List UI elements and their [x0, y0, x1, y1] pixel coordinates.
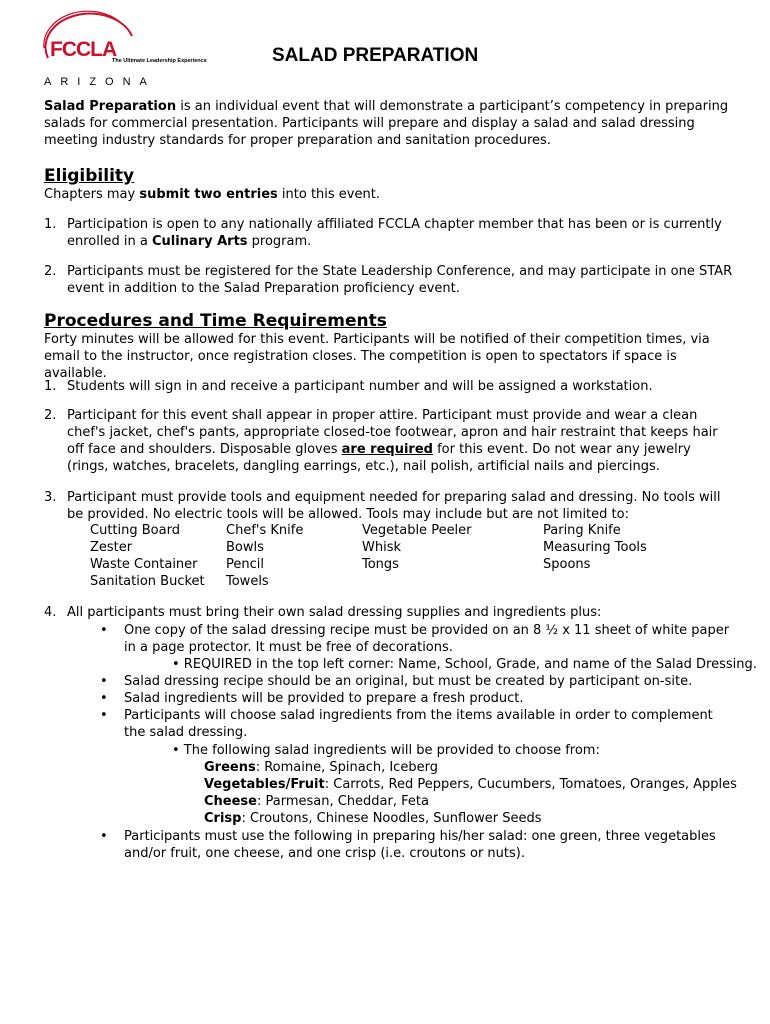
- bullet-icon: •: [100, 708, 108, 723]
- bullet-icon: •: [100, 623, 108, 638]
- tool-item: Cutting Board: [90, 523, 180, 538]
- eligibility-lead-pre: Chapters may: [44, 187, 140, 202]
- bullet-item: [100, 707, 733, 741]
- tool-item: Zester: [90, 540, 133, 555]
- bullet-text: Salad ingredients will be provided to prepare a fresh product.: [124, 691, 524, 706]
- item-text: Participation is open to any nationally affiliated FCCLA chapter member that has been or is currently enrolled in a: [67, 217, 722, 249]
- intro-paragraph: [44, 98, 734, 149]
- procedures-item-4: [44, 604, 734, 621]
- eligibility-lead: [44, 186, 734, 203]
- item-emphasis: are required: [341, 442, 433, 457]
- document-title: SALAD PREPARATION: [272, 45, 479, 66]
- ingredient-value: : Parmesan, Cheddar, Feta: [256, 794, 429, 809]
- item-number: 1.: [44, 379, 57, 394]
- logo-wordmark: FCCLA: [50, 38, 117, 61]
- bullet-text: Salad dressing recipe should be an original, but must be created by participant on-site.: [124, 674, 693, 689]
- tool-item: Tongs: [362, 557, 399, 572]
- bullet-icon: •: [100, 829, 108, 844]
- tool-item: Paring Knife: [543, 523, 621, 538]
- tool-item: Towels: [226, 574, 269, 589]
- tool-item: Measuring Tools: [543, 540, 647, 555]
- ingredient-label: Crisp: [204, 811, 242, 826]
- eligibility-item-1: [44, 216, 734, 250]
- bullet-text: Participants will choose salad ingredients from the items available in order to complement the salad dressing.: [124, 708, 713, 740]
- tool-item: Vegetable Peeler: [362, 523, 472, 538]
- tool-item: Chef's Knife: [226, 523, 304, 538]
- tool-item: Whisk: [362, 540, 402, 555]
- item-text: Participants must be registered for the State Leadership Conference, and may participate in one STAR event in addition to the Salad Preparation proficiency event.: [67, 264, 733, 296]
- procedures-item-2: [44, 407, 734, 475]
- ingredient-vegetables: [204, 776, 737, 793]
- ingredient-value: : Carrots, Red Peppers, Cucumbers, Tomatoes, Oranges, Apples: [324, 777, 737, 792]
- ingredient-crisp: [204, 810, 541, 827]
- bullet-text: Participants must use the following in preparing his/her salad: one green, three vegetables and/or fruit, one cheese, and one crisp (i.e. croutons or nuts).: [124, 829, 716, 861]
- ingredient-label: Cheese: [204, 794, 257, 809]
- eligibility-item-2: [44, 263, 734, 297]
- item-number: 2.: [44, 408, 57, 423]
- item-text: All participants must bring their own salad dressing supplies and ingredients plus:: [67, 605, 602, 620]
- ingredient-cheese: [204, 793, 429, 810]
- ingredient-label: Vegetables/Fruit: [204, 777, 325, 792]
- svg-text:The Ultimate Leadership Experi: [112, 58, 207, 64]
- tool-item: Spoons: [543, 557, 591, 572]
- eligibility-lead-post: into this event.: [277, 187, 380, 202]
- procedures-item-1: [44, 378, 734, 395]
- ingredient-label: Greens: [204, 760, 256, 775]
- logo-state: ARIZONA: [44, 76, 156, 88]
- ingredient-value: : Romaine, Spinach, Iceberg: [255, 760, 438, 775]
- bullet-item: [100, 828, 733, 862]
- logo-tagline: The Ultimate Leadership Experience: [112, 58, 207, 64]
- intro-text: is an individual event that will demonstrate a participant’s competency in preparing salads for commercial presentation. Participants will prepare and display a salad and salad dressing meeting industry standards for proper preparation and sanitation procedures.: [44, 99, 729, 148]
- bullet-item: [100, 673, 733, 690]
- procedures-item-3: [44, 489, 734, 523]
- ingredient-value: : Croutons, Chinese Noodles, Sunflower Seeds: [241, 811, 542, 826]
- bullet-text: One copy of the salad dressing recipe must be provided on an 8 ½ x 11 sheet of white paper in a page protector. It must be free of decorations.: [124, 623, 730, 655]
- item-number: 1.: [44, 217, 57, 232]
- tool-item: Sanitation Bucket: [90, 574, 205, 589]
- bullet-icon: •: [100, 691, 108, 706]
- tool-item: Pencil: [226, 557, 264, 572]
- eligibility-heading: Eligibility: [44, 166, 135, 186]
- ingredient-greens: [204, 759, 438, 776]
- item-text: Participant for this event shall appear in proper attire. Participant must provide and wear a clean chef's jacket, chef's pants, appropriate closed-toe footwear, apron and hair restraint that keeps hair off face and shoulders. Disposable gloves: [67, 408, 718, 457]
- sub-bullet-required: • REQUIRED in the top left corner: Name, School, Grade, and name of the Salad Dressing.: [172, 657, 757, 672]
- item-text: Students will sign in and receive a participant number and will be assigned a workstation.: [67, 379, 653, 394]
- bullet-item: [100, 690, 733, 707]
- item-text-post: for this event. Do not wear any jewelry (rings, watches, bracelets, dangling earrings, etc.), nail polish, artificial nails and piercings.: [67, 442, 691, 474]
- fccla-logo-graphic: [40, 18, 207, 78]
- bullet-item: [100, 622, 733, 656]
- item-bold: Culinary Arts: [151, 234, 248, 249]
- procedures-heading: Procedures and Time Requirements: [44, 311, 387, 331]
- item-number: 4.: [44, 605, 57, 620]
- item-text: Participant must provide tools and equipment needed for preparing salad and dressing. No tools will be provided. No electric tools will be allowed. Tools may include but are not limited to:: [67, 490, 721, 522]
- tool-item: Waste Container: [90, 557, 198, 572]
- item-text-post: program.: [247, 234, 312, 249]
- intro-lead: Salad Preparation: [44, 99, 177, 114]
- bullet-icon: •: [100, 674, 108, 689]
- eligibility-lead-bold: submit two entries: [139, 187, 278, 202]
- item-number: 2.: [44, 264, 57, 279]
- procedures-lead: Forty minutes will be allowed for this event. Participants will be notified of their competition times, via email to the instructor, once registration closes. The competition is open to spectators if space is available.: [44, 332, 710, 381]
- item-number: 3.: [44, 490, 57, 505]
- sub-bullet-following: • The following salad ingredients will be provided to choose from:: [172, 743, 600, 758]
- tool-item: Bowls: [226, 540, 264, 555]
